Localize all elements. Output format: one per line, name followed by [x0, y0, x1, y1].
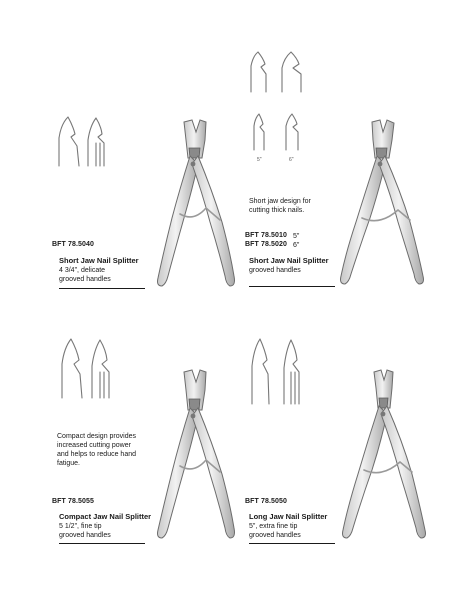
product-size-2b: 6" — [293, 242, 300, 249]
nail-splitter-image-2 — [336, 118, 431, 288]
size-label-6: 6" — [289, 157, 294, 163]
product-title-1: Short Jaw Nail Splitter — [59, 256, 139, 265]
product-detail-2a: grooved handles — [249, 267, 301, 274]
nail-splitter-image-1 — [150, 118, 245, 288]
product-size-2a: 5" — [293, 233, 300, 240]
divider-4 — [249, 543, 335, 544]
jaw-tip-drawing-3 — [58, 338, 118, 403]
jaw-tip-drawing-2 — [246, 50, 316, 170]
nail-splitter-image-4 — [338, 368, 433, 543]
product-code-3: BFT 78.5055 — [52, 498, 94, 505]
size-label-5: 5" — [257, 157, 262, 163]
product-title-4: Long Jaw Nail Splitter — [249, 512, 328, 521]
product-detail-4a: 5", extra fine tip — [249, 523, 298, 530]
product-detail-1b: grooved handles — [59, 276, 111, 283]
product-title-3: Compact Jaw Nail Splitter — [59, 512, 152, 521]
product-title-2: Short Jaw Nail Splitter — [249, 256, 329, 265]
divider-1 — [59, 288, 145, 289]
product-code-2a: BFT 78.5010 — [245, 232, 287, 239]
product-code-2b: BFT 78.5020 — [245, 241, 287, 248]
product-detail-1a: 4 3/4", delicate — [59, 267, 106, 274]
nail-splitter-image-3 — [150, 368, 245, 543]
product-detail-3b: grooved handles — [59, 532, 111, 539]
product-code-4: BFT 78.5050 — [245, 498, 287, 505]
product-detail-3a: 5 1/2", fine tip — [59, 523, 102, 530]
product-description-3: Compact design provides increased cutting power and helps to reduce hand fatigue. — [57, 433, 137, 467]
product-detail-4b: grooved handles — [249, 532, 301, 539]
jaw-tip-drawing-1 — [55, 116, 115, 171]
product-description-2: Short jaw design for cutting thick nails. — [249, 198, 311, 214]
product-code-1: BFT 78.5040 — [52, 241, 94, 248]
jaw-tip-drawing-4 — [248, 338, 308, 408]
divider-3 — [59, 543, 145, 544]
divider-2 — [249, 286, 335, 287]
